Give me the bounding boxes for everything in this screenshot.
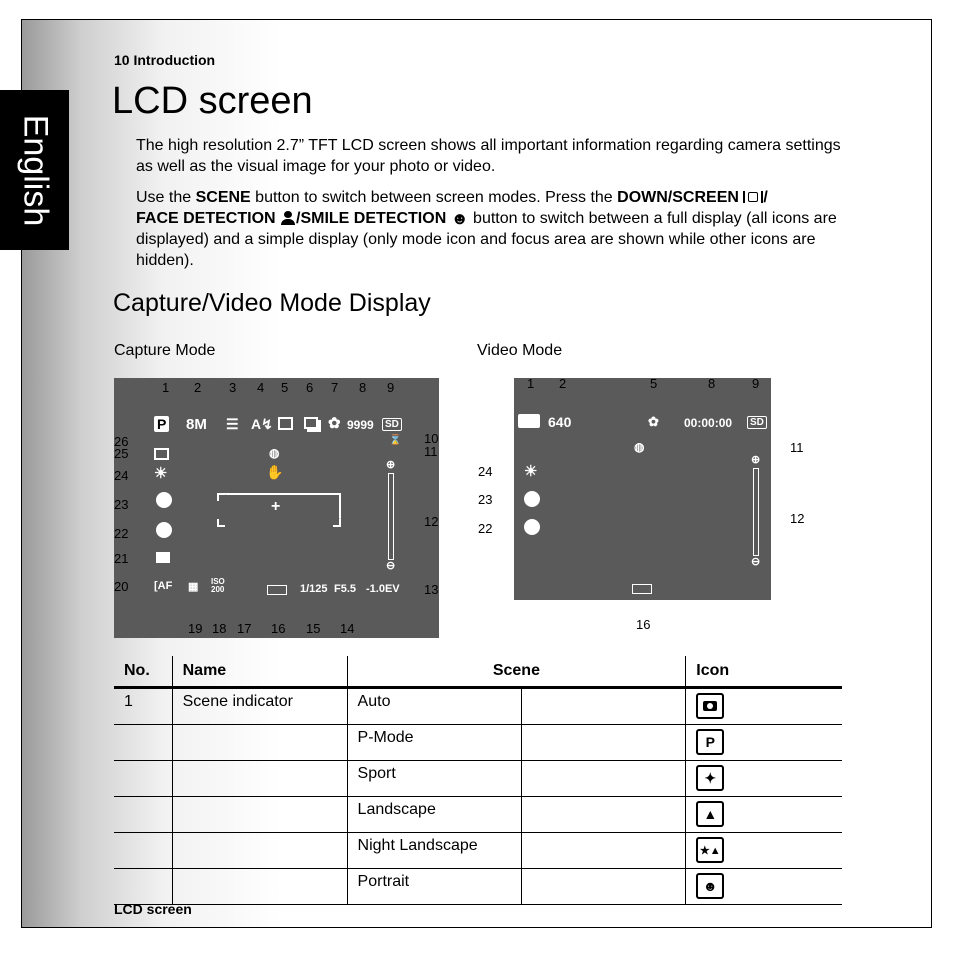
callout-number: 18 xyxy=(212,621,227,636)
callout-number: 5 xyxy=(650,376,658,391)
capture-mode-label: Capture Mode xyxy=(114,342,216,359)
callout-number: 15 xyxy=(306,621,321,636)
cell-name: Scene indicator xyxy=(172,688,347,725)
cell-scene: Landscape xyxy=(347,797,522,833)
callout-number: 16 xyxy=(271,621,286,636)
table-row xyxy=(114,833,842,869)
cell-icon xyxy=(686,833,842,869)
macro-icon: ✿ xyxy=(648,414,659,429)
table-header-row xyxy=(114,656,842,688)
callout-number: 10 xyxy=(424,431,439,446)
zoom-in-icon: ⊕ xyxy=(386,459,396,471)
table-row xyxy=(114,688,842,725)
night-landscape-icon: ★▲ xyxy=(696,837,724,863)
cell-icon xyxy=(686,869,842,905)
portrait-icon: ☻ xyxy=(696,873,724,899)
callout-number: 21 xyxy=(114,551,129,566)
cell-name xyxy=(172,833,347,869)
text-span: button to switch between a full display (all icons are displayed) and a simple display (only mode icon and focus area are shown while other icons are hidden). xyxy=(136,210,837,269)
callout-number: 25 xyxy=(114,446,129,461)
white-balance-icon: ☀ xyxy=(524,463,538,480)
table-row xyxy=(114,869,842,905)
sd-card-icon: SD xyxy=(747,416,767,429)
page-header: 10 Introduction xyxy=(114,52,216,68)
focus-center: + xyxy=(271,498,281,515)
callout-number: 3 xyxy=(229,380,237,395)
callout-number: 24 xyxy=(478,464,493,479)
cell-no xyxy=(114,869,172,905)
section-title: Capture/Video Mode Display xyxy=(113,289,431,317)
shutter-speed: 1/125 xyxy=(300,583,328,595)
cell-no xyxy=(114,833,172,869)
recording-time: 00:00:00 xyxy=(684,416,733,430)
callout-number: 1 xyxy=(527,376,535,391)
flash-icon: A↯ xyxy=(251,416,273,432)
auto-camera-icon xyxy=(696,693,724,719)
intro-paragraph: The high resolution 2.7” TFT LCD screen shows all important information regarding camera settings as well as the visual image for your photo or video. xyxy=(136,137,841,175)
color-effect-icon xyxy=(156,552,170,563)
cell-scene: Night Landscape xyxy=(347,833,522,869)
cell-no xyxy=(114,797,172,833)
text-span: button to switch between screen modes. Press the xyxy=(250,189,618,206)
page-title: LCD screen xyxy=(112,80,313,122)
cell-scene: Portrait xyxy=(347,869,522,905)
quality-icon: ☰ xyxy=(226,416,239,432)
cell-name xyxy=(172,725,347,761)
cell-scene: P-Mode xyxy=(347,725,522,761)
self-timer-icon: ◍ xyxy=(269,446,280,460)
callout-number: 9 xyxy=(387,380,395,395)
face-detection-button-name: FACE DETECTION xyxy=(136,210,276,227)
hand-shake-icon: ✋ xyxy=(266,464,284,480)
drive-mode-icon xyxy=(278,417,293,430)
capture-lcd-screen xyxy=(114,378,439,638)
af-mode-icon: [AF xyxy=(154,580,173,592)
cell-icon xyxy=(686,761,842,797)
self-timer-icon: ◍ xyxy=(634,440,645,454)
zoom-bar xyxy=(388,473,394,560)
video-lcd-screen xyxy=(514,378,771,600)
callout-number: 4 xyxy=(257,380,265,395)
battery-icon xyxy=(632,584,652,594)
sd-card-icon: SD xyxy=(382,418,402,431)
callout-number: 2 xyxy=(194,380,202,395)
landscape-icon: ▲ xyxy=(696,801,724,827)
callout-number: 2 xyxy=(559,376,567,391)
callout-number: 11 xyxy=(790,440,804,455)
table-row xyxy=(114,797,842,833)
callout-number: 11 xyxy=(424,444,438,459)
zoom-out-icon: ⊖ xyxy=(751,556,761,568)
exposure-icon xyxy=(524,519,540,535)
cell-name xyxy=(172,869,347,905)
cell-name xyxy=(172,761,347,797)
column-header: Name xyxy=(172,656,347,688)
display-frame-icon xyxy=(154,448,169,460)
face-detection-icon xyxy=(280,211,296,225)
sport-icon: ✦ xyxy=(696,765,724,791)
callout-number: 14 xyxy=(340,621,355,636)
iso-indicator: ISO 200 xyxy=(211,577,225,594)
macro-icon: ✿ xyxy=(328,415,341,432)
sharpness-icon: ▦ xyxy=(188,581,199,593)
cell-empty xyxy=(522,869,686,905)
cell-empty xyxy=(522,797,686,833)
callout-number: 12 xyxy=(790,511,805,526)
separator: / xyxy=(763,189,768,206)
cell-scene: Sport xyxy=(347,761,522,797)
column-header: No. xyxy=(114,656,172,688)
callout-number: 7 xyxy=(331,380,339,395)
callout-number: 13 xyxy=(424,582,439,597)
screen-icon xyxy=(743,191,763,203)
instruction-paragraph xyxy=(136,187,856,271)
callout-number: 23 xyxy=(478,492,493,507)
cell-no xyxy=(114,761,172,797)
metering-icon xyxy=(156,492,172,508)
language-tab-label: English xyxy=(16,114,55,226)
exposure-value: -1.0EV xyxy=(366,583,400,595)
callout-number: 9 xyxy=(752,376,760,391)
callout-number: 19 xyxy=(188,621,203,636)
cell-no: 1 xyxy=(114,688,172,725)
column-header: Scene xyxy=(347,656,686,688)
callout-number: 22 xyxy=(114,526,129,541)
cell-empty xyxy=(522,725,686,761)
callout-number: 8 xyxy=(359,380,367,395)
cell-icon xyxy=(686,688,842,725)
callout-number: 6 xyxy=(306,380,314,395)
column-header: Icon xyxy=(686,656,842,688)
cell-icon xyxy=(686,797,842,833)
callout-number: 23 xyxy=(114,497,129,512)
callout-number: 5 xyxy=(281,380,289,395)
smile-detection-button-name: /SMILE DETECTION xyxy=(296,210,447,227)
text-span: Use the xyxy=(136,189,196,206)
callout-number: 16 xyxy=(636,617,651,632)
cell-icon xyxy=(686,725,842,761)
callout-number: 22 xyxy=(478,521,493,536)
callout-number: 1 xyxy=(162,380,170,395)
cell-scene: Auto xyxy=(347,688,522,725)
smile-icon: ☻ xyxy=(450,209,469,228)
table-row xyxy=(114,725,842,761)
down-screen-button-name: DOWN/SCREEN xyxy=(617,189,739,206)
video-mode-label: Video Mode xyxy=(477,342,563,359)
callout-number: 8 xyxy=(708,376,716,391)
callout-number: 24 xyxy=(114,468,129,483)
page-footer: LCD screen xyxy=(114,901,192,917)
zoom-in-icon: ⊕ xyxy=(751,454,761,466)
callout-number: 17 xyxy=(237,621,252,636)
shots-remaining: 9999 xyxy=(347,418,374,432)
callout-number: 26 xyxy=(114,434,129,449)
aperture-value: F5.5 xyxy=(334,583,357,595)
p-mode-icon: P xyxy=(154,416,169,432)
cell-no xyxy=(114,725,172,761)
scene-table xyxy=(114,656,842,905)
video-camera-icon xyxy=(518,414,540,428)
continuous-icon xyxy=(304,417,318,429)
battery-icon xyxy=(267,585,287,595)
image-size-indicator: 8M xyxy=(186,416,207,433)
cell-empty xyxy=(522,761,686,797)
zoom-out-icon: ⊖ xyxy=(386,560,396,572)
cell-empty xyxy=(522,833,686,869)
exposure-icon xyxy=(156,522,172,538)
cell-empty xyxy=(522,688,686,725)
white-balance-icon: ☀ xyxy=(154,465,168,482)
hourglass-icon: ⌛ xyxy=(389,435,402,446)
video-resolution: 640 xyxy=(548,414,572,430)
callout-number: 20 xyxy=(114,579,129,594)
scene-button-name: SCENE xyxy=(195,189,251,206)
callout-number: 12 xyxy=(424,514,439,529)
zoom-bar xyxy=(753,468,759,556)
language-tab xyxy=(0,90,69,250)
cell-name xyxy=(172,797,347,833)
table-row xyxy=(114,761,842,797)
p-mode-icon: P xyxy=(696,729,724,755)
metering-icon xyxy=(524,491,540,507)
